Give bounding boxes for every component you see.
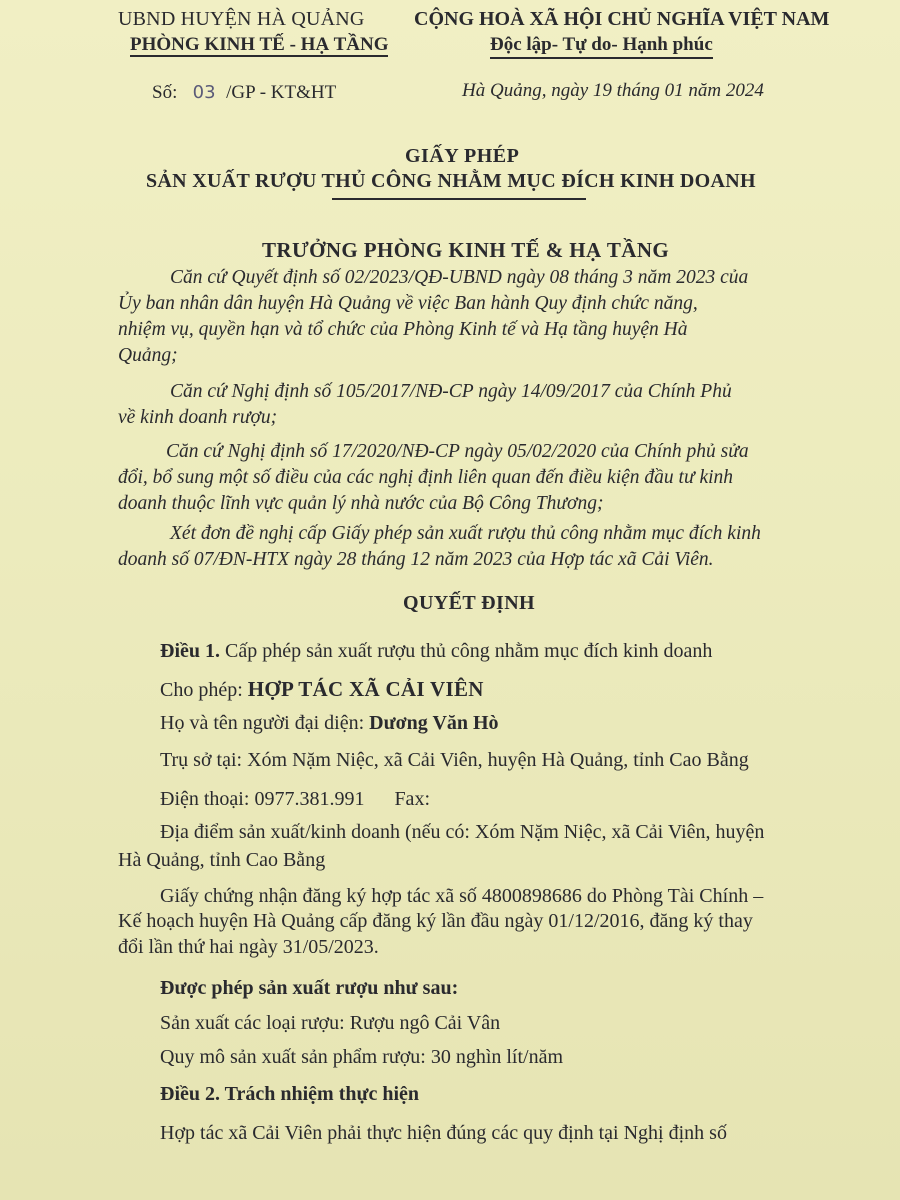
issuing-authority: TRƯỞNG PHÒNG KINH TẾ & HẠ TẦNG: [262, 238, 670, 262]
registration-certificate-line: Kế hoạch huyện Hà Quảng cấp đăng ký lần đầu ngày 01/12/2016, đăng ký thay: [118, 910, 753, 932]
preamble-line: Căn cứ Nghị định số 17/2020/NĐ-CP ngày 05/02/2020 của Chính phủ sửa: [166, 441, 749, 462]
representative-name: Dương Văn Hò: [369, 712, 499, 734]
preamble-line: Căn cứ Quyết định số 02/2023/QĐ-UBND ngày 08 tháng 3 năm 2023 của: [170, 267, 749, 288]
preamble-line: doanh thuộc lĩnh vực quản lý nhà nước của Bộ Công Thương;: [118, 493, 604, 514]
allowed-production-heading: Được phép sản xuất rượu như sau:: [160, 977, 459, 999]
representative-label: Họ và tên người đại diện:: [160, 712, 365, 734]
article-2-text: Hợp tác xã Cải Viên phải thực hiện đúng các quy định tại Nghị định số: [160, 1122, 727, 1144]
article-1-text: Cấp phép sản xuất rượu thủ công nhằm mục đích kinh doanh: [225, 640, 713, 662]
document-title: GIẤY PHÉP: [405, 145, 520, 167]
registration-certificate-line: đổi lần thứ hai ngày 31/05/2023.: [118, 936, 379, 958]
phone-label: Điện thoại:: [160, 788, 250, 810]
article-2-heading: Điều 2. Trách nhiệm thực hiện: [160, 1083, 420, 1105]
org-name-line2: [130, 34, 388, 56]
preamble-line: Căn cứ Nghị định số 105/2017/NĐ-CP ngày 14/09/2017 của Chính Phủ: [170, 381, 732, 402]
doc-number-prefix: Số:: [152, 82, 178, 103]
registration-certificate-line: Giấy chứng nhận đăng ký hợp tác xã số 4800898686 do Phòng Tài Chính –: [160, 885, 764, 907]
place-and-date: Hà Quảng, ngày 19 tháng 01 năm 2024: [462, 80, 764, 101]
fax-label: Fax:: [394, 788, 430, 810]
article-1-heading: [160, 637, 712, 665]
contact-line: [160, 785, 430, 813]
head-office-address: Trụ sở tại: Xóm Nặm Niệc, xã Cải Viên, huyện Hà Quảng, tỉnh Cao Bằng: [160, 749, 749, 771]
production-site-line: Địa điểm sản xuất/kinh doanh (nếu có: Xóm Nặm Niệc, xã Cải Viên, huyện: [160, 821, 765, 843]
org-name-line1: UBND HUYỆN HÀ QUẢNG: [118, 8, 365, 30]
permit-holder-name: HỢP TÁC XÃ CẢI VIÊN: [247, 677, 484, 701]
doc-number-suffix: /GP - KT&HT: [226, 82, 337, 103]
document-number: [152, 82, 336, 104]
product-types: Sản xuất các loại rượu: Rượu ngô Cải Vân: [160, 1012, 501, 1034]
org-name-line2-text: PHÒNG KINH TẾ - HẠ TẦNG: [130, 34, 389, 55]
preamble-line: đổi, bổ sung một số điều của các nghị định liên quan đến điều kiện đầu tư kinh: [118, 467, 734, 488]
phone-number: 0977.381.991: [254, 788, 365, 810]
title-underline: [332, 198, 586, 200]
document-subtitle: SẢN XUẤT RƯỢU THỦ CÔNG NHẰM MỤC ĐÍCH KINH DOANH: [146, 170, 756, 192]
preamble-line: về kinh doanh rượu;: [118, 407, 278, 428]
decision-heading: QUYẾT ĐỊNH: [403, 592, 535, 614]
article-1-label: Điều 1.: [160, 640, 220, 662]
preamble-line: nhiệm vụ, quyền hạn và tổ chức của Phòng Kinh tế và Hạ tầng huyện Hà: [118, 319, 688, 340]
representative: [160, 709, 499, 737]
permit-holder-label: Cho phép:: [160, 679, 243, 701]
preamble-line: Xét đơn đề nghị cấp Giấy phép sản xuất rượu thủ công nhằm mục đích kinh: [170, 523, 761, 544]
national-title: CỘNG HOÀ XÃ HỘI CHỦ NGHĨA VIỆT NAM: [414, 8, 830, 30]
production-site-line: Hà Quảng, tỉnh Cao Bằng: [118, 849, 326, 871]
doc-number-handwritten: 03: [192, 82, 216, 103]
permit-holder: [160, 675, 484, 704]
national-motto: Độc lập- Tự do- Hạnh phúc: [490, 34, 713, 59]
preamble-line: Quảng;: [118, 345, 178, 366]
production-scale: Quy mô sản xuất sản phẩm rượu: 30 nghìn lít/năm: [160, 1046, 564, 1068]
preamble-line: doanh số 07/ĐN-HTX ngày 28 tháng 12 năm 2023 của Hợp tác xã Cải Viên.: [118, 549, 714, 570]
preamble-line: Ủy ban nhân dân huyện Hà Quảng về việc Ban hành Quy định chức năng,: [118, 293, 698, 314]
